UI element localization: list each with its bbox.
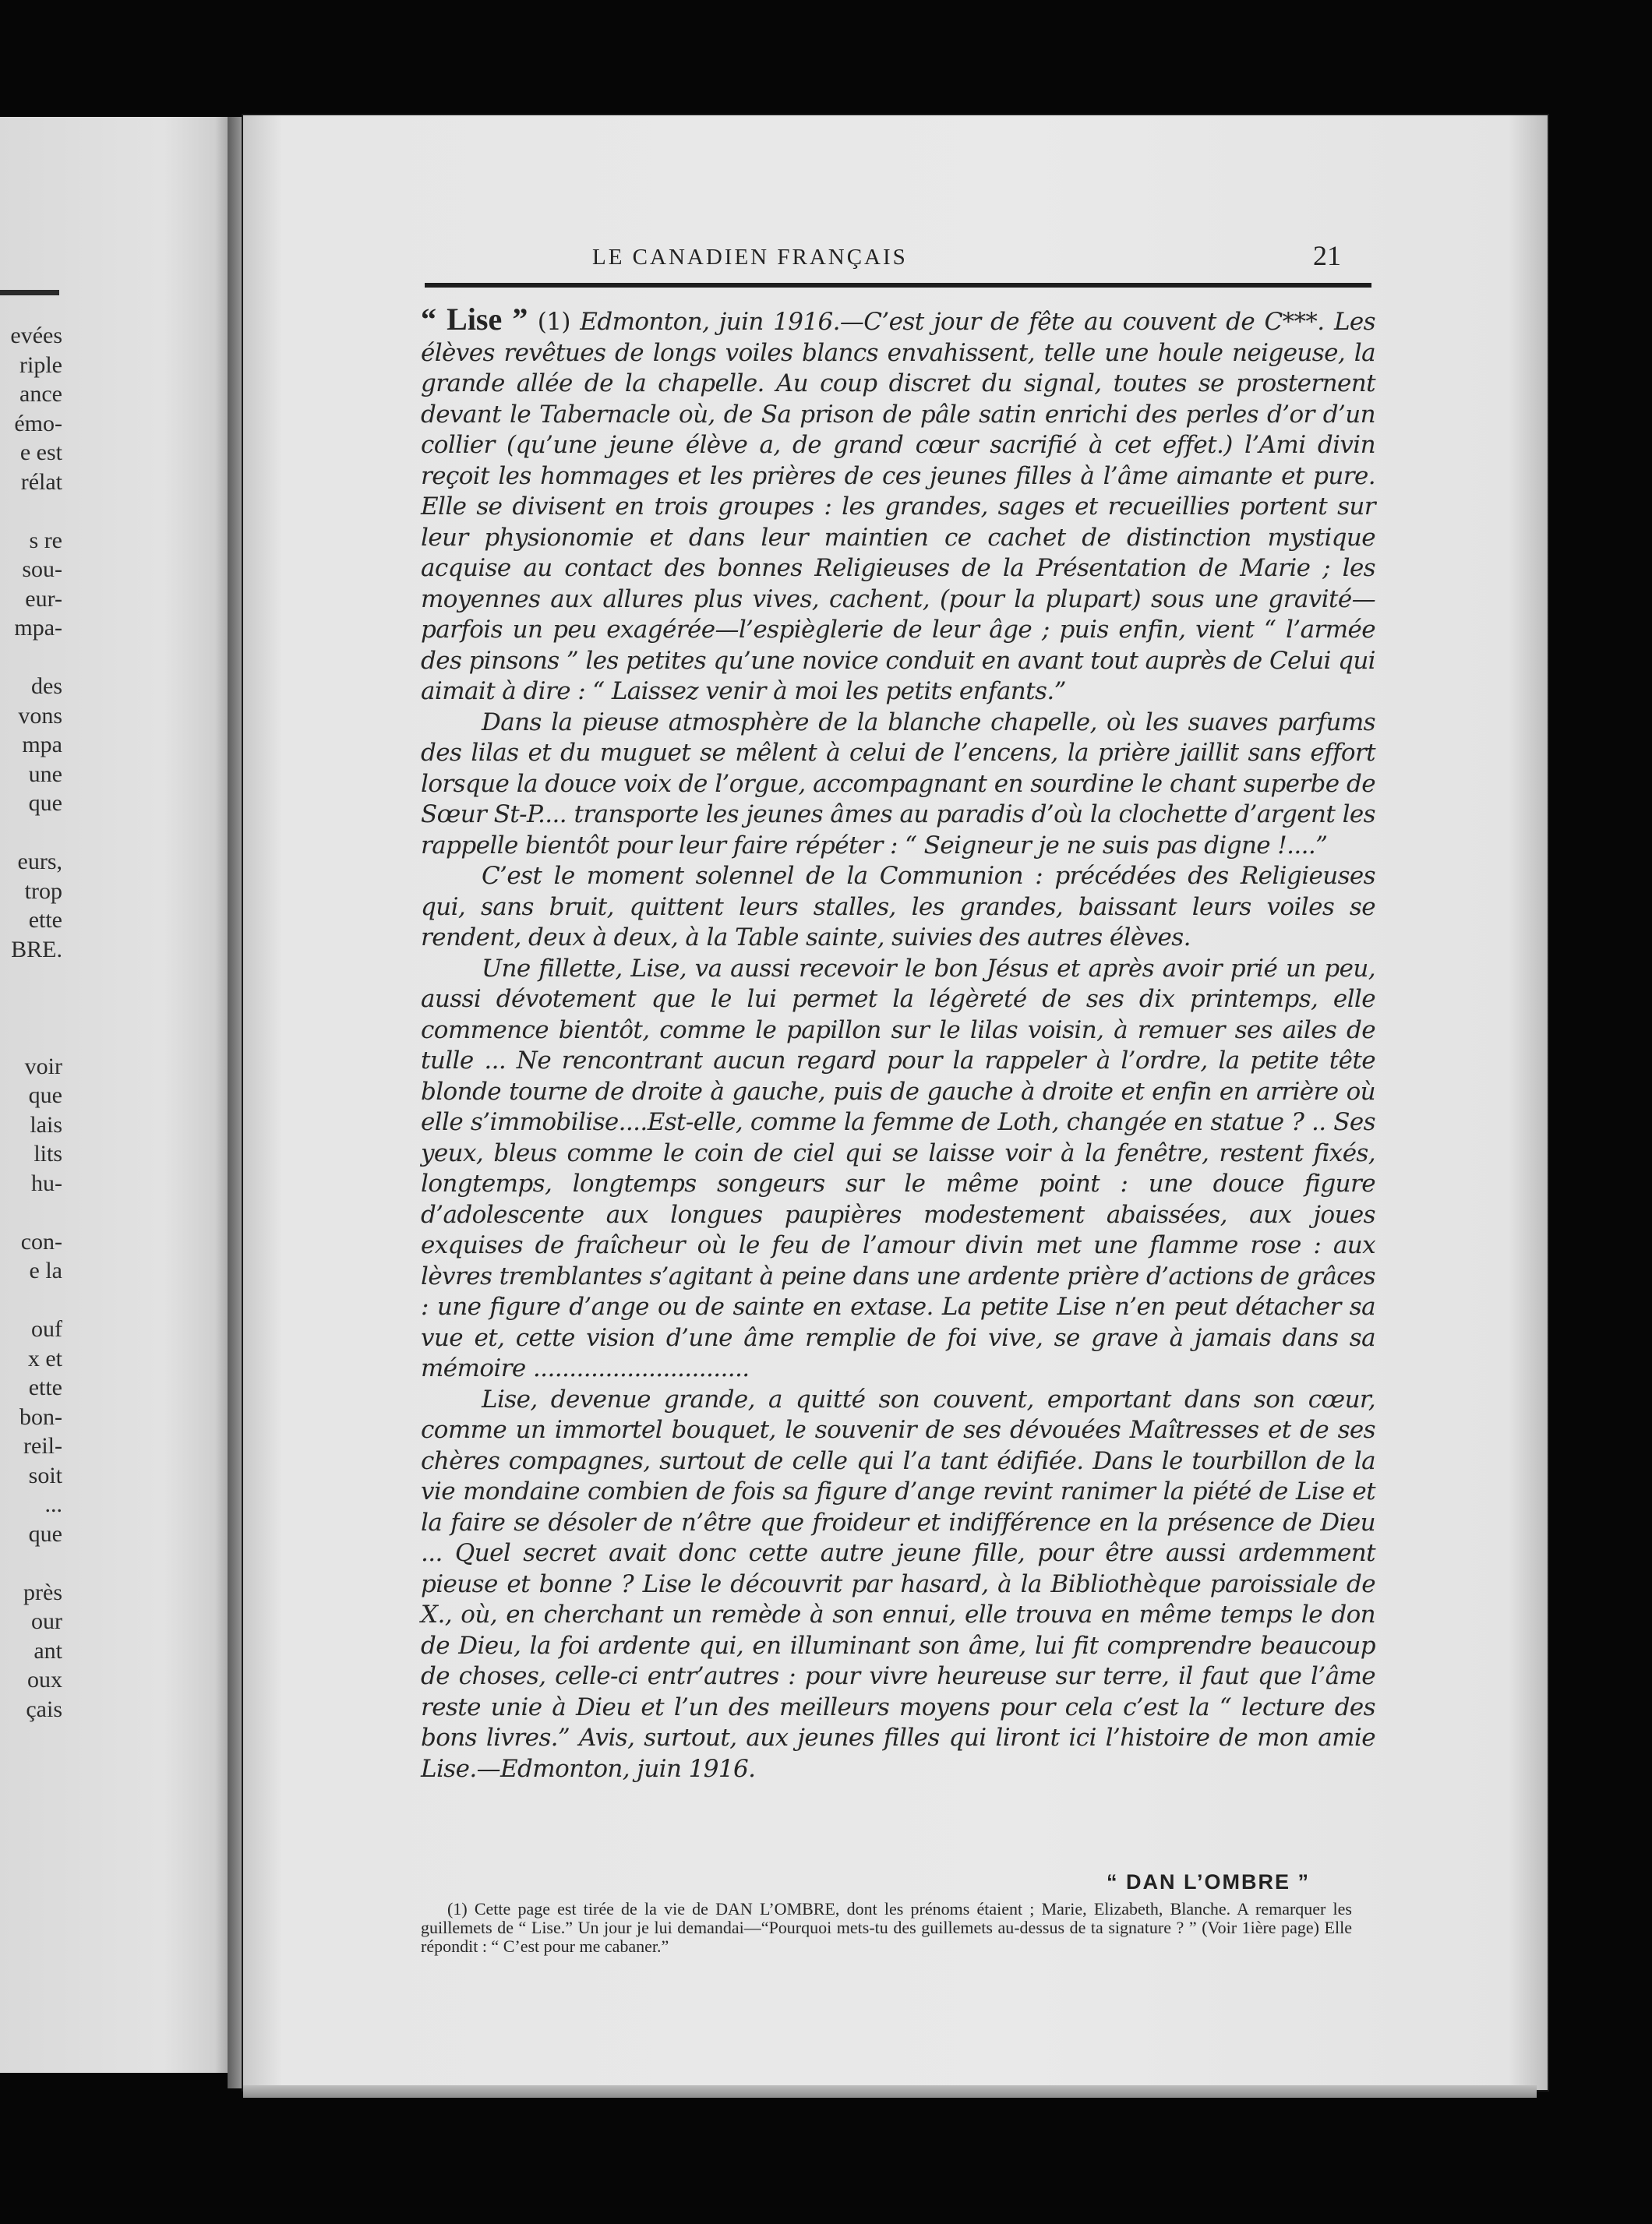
previous-page-line: çais [26, 1696, 62, 1722]
previous-page-line [0, 496, 62, 526]
footnote [421, 1900, 1352, 1956]
paragraph-text: Edmonton, juin 1916.—C’est jour de fête au couvent de C***. Les élèves revêtues de longs voiles blancs envahissent, telle une houle neigeuse, la grande allée de la chapelle. Au coup discret du signal, toutes se prosternent devant le Tabernacle où, de Sa prison de pâle satin enrichi des perles d’or d’un collier (qu’une jeune élève a, de grand cœur sacrifié à cet effet.) l’Ami divin reçoit les hommages et les prières de ces jeunes filles à l’âme aimante et pure. Elle se divisent en trois groupes : les grandes, sages et recueillies portent sur leur physionomie et dans leur maintien ce cachet de distinction mystique acquise au contact des bonnes Religieuses de la Présentation de Marie ; les moyennes aux allures plus vives, cachent, (pour la plupart) sous une gravité—parfois un peu exagérée—l’espièglerie de leur âge ; puis enfin, vient “ l’armée des pinsons ” les petites qu’une novice conduit en avant tout auprès de Celui qui aimait à dire : “ Laissez venir à moi les petits enfants.” [421, 308, 1375, 705]
previous-page-line: ance [19, 381, 62, 407]
previous-page-line [0, 1022, 62, 1052]
previous-page-line: émo- [14, 410, 62, 436]
previous-page-line [0, 818, 62, 848]
previous-page-line: ette [28, 907, 62, 933]
previous-page-line: s re [29, 527, 62, 553]
previous-page-line: x et [27, 1345, 62, 1371]
previous-page-line: hu- [31, 1170, 62, 1196]
previous-page-line: BRE. [11, 936, 62, 962]
previous-page-line: que [28, 1520, 62, 1547]
running-head: LE CANADIEN FRANÇAIS [592, 245, 908, 270]
previous-page-line: que [28, 790, 62, 816]
paragraph: Lise, devenue grande, a quitté son couvent, emportant dans son cœur, comme un immortel bouquet, le souvenir de ses dévouées Maîtresses et de ses chères compagnes, surtout de celle qui l’a tant édifiée. Dans le tourbillon de la vie mondaine combien de fois sa figure d’ange revint ranimer la piété de Lise et la faire se désoler de n’être que froideur et indifférence en la présence de Dieu ... Quel secret avait donc cette autre jeune fille, pour être aussi ardemment pieuse et bonne ? Lise le découvrit par hasard, à la Bibliothèque paroissiale de X., où, en cherchant un remède à son ennui, elle trouva en même temps le don de Dieu, la foi ardente qui, en illuminant son âme, lui fit comprendre beaucoup de choses, celle-ci entr’autres : pour vivre heureuse sur terre, il faut que l’âme reste unie à Dieu et l’un des meilleurs moyens pour cela c’est la “ lecture des bons livres.” Avis, surtout, aux jeunes filles qui liront ici l’histoire de mon amie Lise.—Edmonton, juin 1916. [421, 1385, 1375, 1783]
previous-page-line: lais [30, 1111, 62, 1138]
previous-page-line: ... [44, 1491, 62, 1517]
previous-page-line: mpa [22, 732, 62, 757]
paragraph: C’est le moment solennel de la Communion : précédées des Religieuses qui, sans bruit, quittent leurs stalles, les grandes, baissant leurs voiles se rendent, deux à deux, à la Table sainte, suivies des autres élèves. [421, 862, 1375, 951]
previous-page-line: eur- [25, 585, 62, 612]
paragraph: Une fillette, Lise, va aussi recevoir le bon Jésus et après avoir prié un peu, aussi dévotement que le lui permet la légèreté de ses dix printemps, elle commence bientôt, comme le papillon sur le lilas voisin, à remuer ses ailes de tulle ... Ne rencontrant aucun regard pour la rappeler à l’ordre, la petite tête blonde tourne de droite à gauche, puis de gauche à droite et enfin en arrière où elle s’immobilise....Est-elle, comme la femme de Loth, changée en statue ? .. Ses yeux, bleus comme le coin de ciel qui se laisse voir à la fenêtre, restent fixés, longtemps, longtemps songeurs sur le même point : une douce figure d’adolescente aux longues paupières modestement abaissées, aux joues exquises de fraîcheur où le feu de l’amour divin met une flamme rose : aux lèvres tremblantes s’agitant à peine dans une ardente prière d’actions de grâces : une figure d’ange ou de sainte en extase. La petite Lise n’en peut détacher sa vue et, cette vision d’une âme remplie de foi vive, se grave à jamais dans sa mémoire .............................. [421, 954, 1375, 1382]
previous-page-line: ouf [31, 1316, 62, 1342]
previous-page-fragment [0, 117, 234, 2073]
previous-page-line: ant [34, 1637, 62, 1664]
previous-page-line: e la [29, 1258, 62, 1283]
page-number: 21 [1313, 240, 1341, 271]
previous-page-line: vons [18, 702, 62, 729]
previous-page-line: trop [24, 877, 62, 904]
previous-page-line [0, 1548, 62, 1578]
previous-page-line: our [31, 1608, 62, 1634]
previous-page-line: lits [34, 1141, 62, 1167]
previous-page-line: oux [27, 1667, 62, 1693]
previous-page-line: mpa- [14, 615, 62, 641]
previous-page-text [0, 321, 62, 1724]
author-signature: “ DAN L’OMBRE ” [1107, 1870, 1311, 1894]
previous-page-line: voir [24, 1053, 62, 1079]
previous-page-line: soit [28, 1462, 62, 1488]
previous-page-line: riple [19, 351, 62, 378]
previous-page-line: ette [28, 1375, 62, 1400]
previous-page-rule [0, 290, 59, 295]
previous-page-line: bon- [19, 1403, 62, 1430]
previous-page-line [0, 1286, 62, 1315]
previous-page-line [0, 1198, 62, 1227]
previous-page-line [0, 964, 62, 994]
previous-page-line: que [28, 1082, 62, 1108]
page-edge [243, 2085, 1537, 2098]
previous-page-line: eurs, [17, 849, 62, 874]
previous-page-line [0, 643, 62, 672]
previous-page-line: evées [10, 323, 62, 348]
paragraph [421, 304, 1375, 708]
footnote-text: (1) Cette page est tirée de la vie de DAN L’OMBRE, dont les prénoms étaient ; Marie, Elizabeth, Blanche. A remarquer les guillemets de “ Lise.” Un jour je lui demandai—“Pourquoi mets-tu des guillemets au-dessus de ta signature ? ” (Voir 1ière page) Elle répondit : “ C’est pour me cabaner.” [421, 1899, 1352, 1956]
article-title: “ Lise ” [421, 302, 528, 337]
previous-page-line: con- [20, 1228, 62, 1255]
previous-page-line: une [28, 761, 62, 787]
previous-page-line: reil- [23, 1433, 62, 1459]
header-rule [425, 283, 1371, 288]
previous-page-line: rélat [20, 468, 62, 495]
previous-page-line: près [23, 1579, 62, 1605]
footnote-marker: (1) [537, 308, 570, 336]
previous-page-line [0, 994, 62, 1023]
previous-page-line: des [31, 673, 62, 699]
previous-page-line: e est [19, 440, 62, 465]
article-body [421, 304, 1375, 1784]
paragraph: Dans la pieuse atmosphère de la blanche chapelle, où les suaves parfums des lilas et du muguet se mêlent à celui de l’encens, la prière jaillit sans effort lorsque la douce voix de l’orgue, accompagnant en sourdine le chant superbe de Sœur St-P.... transporte les jeunes âmes au paradis d’où la clochette d’argent les rappelle bientôt pour leur faire répéter : “ Seigneur je ne suis pas digne !....” [421, 708, 1375, 860]
previous-page-line: sou- [22, 556, 62, 582]
